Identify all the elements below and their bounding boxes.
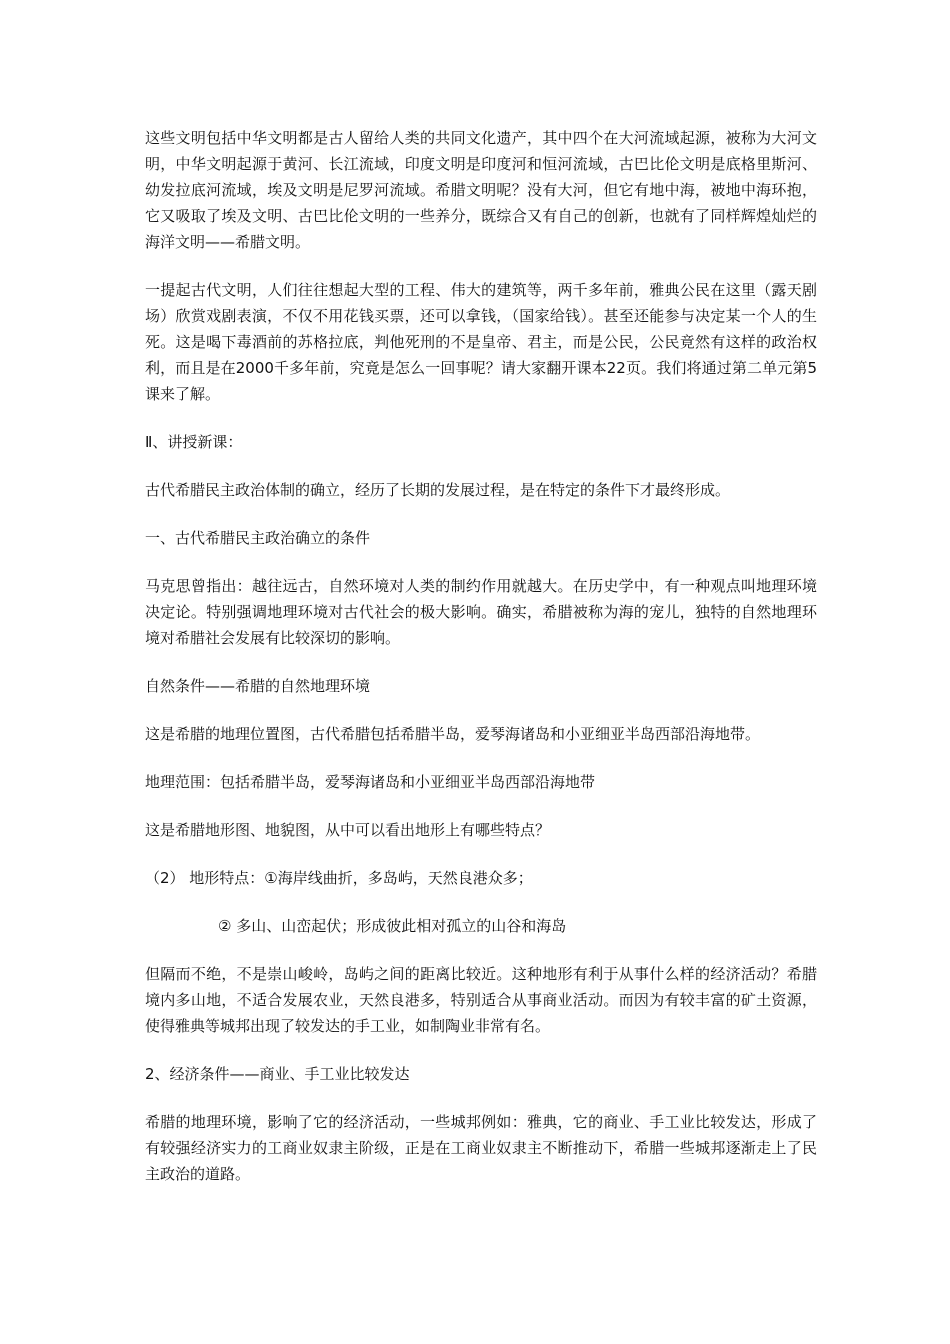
section-heading-conditions: 一、古代希腊民主政治确立的条件 (145, 529, 371, 547)
paragraph-terrain-feature-1: （2） 地形特点：①海岸线曲折，多岛屿，天然良港众多； (145, 869, 533, 887)
section-heading-new-lesson: Ⅱ、讲授新课： (145, 433, 243, 451)
paragraph-geographic-determinism: 马克思曾指出：越往远古，自然环境对人类的制约作用就越大。在历史学中，有一种观点叫地理环境决定论。特别强调地理环境对古代社会的极大影响。确实，希腊被称为海的宠儿，独特的自然地理环境对希腊社会发展有比较深切的影响。 (145, 577, 817, 647)
paragraph-introduction: 一提起古代文明，人们往往想起大型的工程、伟大的建筑等，两千多年前，雅典公民在这里（露天剧场）欣赏戏剧表演，不仅不用花钱买票，还可以拿钱，（国家给钱）。甚至还能参与决定某一个人的生死。这是喝下毒酒前的苏格拉底，判他死刑的不是皇帝、君主，而是公民，公民竟然有这样的政治权利，而且是在2000千多年前，究竟是怎么一回事呢？请大家翻开课本22页。我们将通过第二单元第5课来了解。 (145, 281, 817, 403)
document-page (145, 125, 817, 1209)
paragraph-terrain-question: 这是希腊地形图、地貌图，从中可以看出地形上有哪些特点？ (145, 821, 551, 839)
paragraph-democracy-path: 希腊的地理环境，影响了它的经济活动，一些城邦例如：雅典，它的商业、手工业比较发达，形成了有较强经济实力的工商业奴隶主阶级，正是在工商业奴隶主不断推动下，希腊一些城邦逐渐走上了民主政治的道路。 (145, 1113, 817, 1183)
subheading-economic-conditions: 2、经济条件——商业、手工业比较发达 (145, 1065, 410, 1083)
subheading-natural-conditions: 自然条件——希腊的自然地理环境 (145, 677, 371, 695)
paragraph-overview: 古代希腊民主政治体制的确立，经历了长期的发展过程，是在特定的条件下才最终形成。 (145, 481, 731, 499)
paragraph-civilizations: 这些文明包括中华文明都是古人留给人类的共同文化遗产，其中四个在大河流域起源，被称为大河文明，中华文明起源于黄河、长江流域，印度文明是印度河和恒河流域，古巴比伦文明是底格里斯河、幼发拉底河流域，埃及文明是尼罗河流域。希腊文明呢？没有大河，但它有地中海，被地中海环抱，它又吸取了埃及文明、古巴比伦文明的一些养分，既综合又有自己的创新，也就有了同样辉煌灿烂的海洋文明——希腊文明。 (145, 129, 817, 251)
paragraph-terrain-feature-2: ② 多山、山峦起伏；形成彼此相对孤立的山谷和海岛 (218, 917, 567, 935)
paragraph-economic-activity: 但隔而不绝，不是崇山峻岭，岛屿之间的距离比较近。这种地形有利于从事什么样的经济活动？希腊境内多山地，不适合发展农业，天然良港多，特别适合从事商业活动。而因为有较丰富的矿土资源，使得雅典等城邦出现了较发达的手工业，如制陶业非常有名。 (145, 965, 817, 1035)
paragraph-geographic-scope: 地理范围：包括希腊半岛，爱琴海诸岛和小亚细亚半岛西部沿海地带 (145, 773, 596, 791)
paragraph-location-map: 这是希腊的地理位置图，古代希腊包括希腊半岛，爱琴海诸岛和小亚细亚半岛西部沿海地带。 (145, 725, 761, 743)
